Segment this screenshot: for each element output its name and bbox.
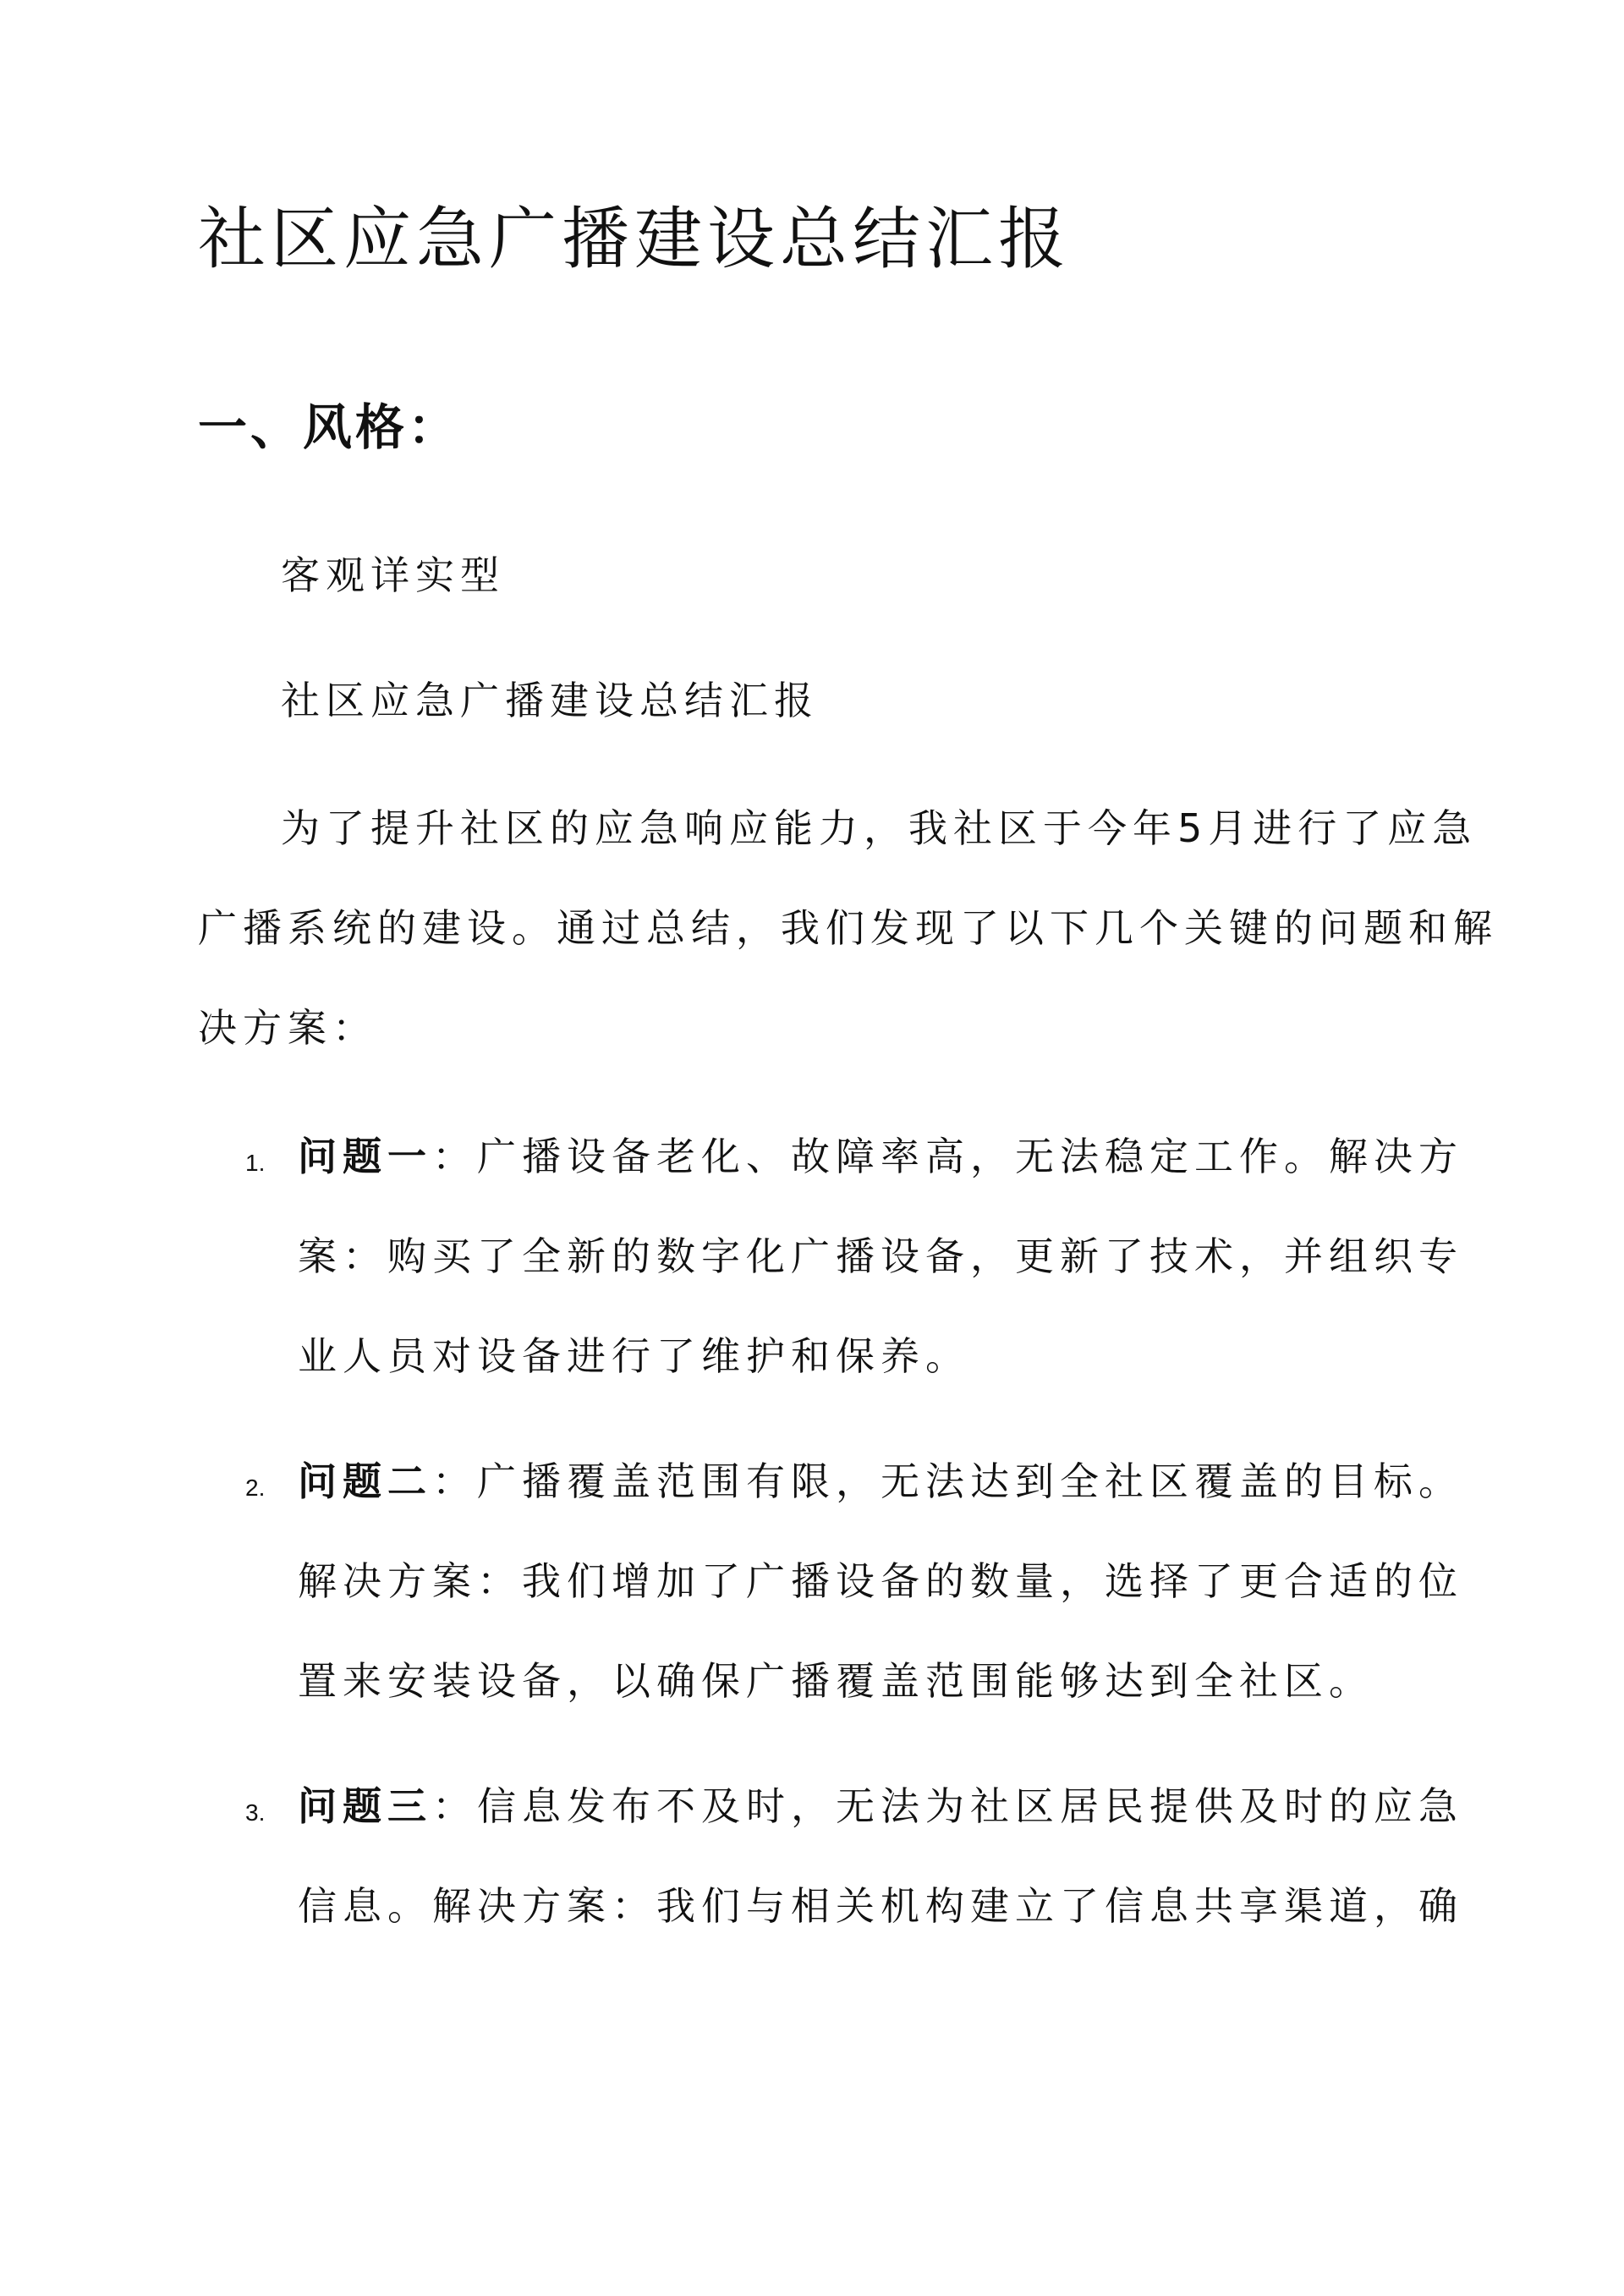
- intro-line-3: 决方案：: [198, 1005, 377, 1051]
- problem-3-line-1: [298, 1777, 1463, 1836]
- problem-3-line-2: 信息。解决方案：我们与相关机构建立了信息共享渠道，确: [298, 1883, 1463, 1929]
- problem-text: ：广播覆盖范围有限，无法达到全社区覆盖的目标。: [432, 1458, 1463, 1504]
- problem-2-line-1: [298, 1452, 1463, 1511]
- list-number: 3.: [245, 1799, 266, 1826]
- problem-label: 问题三: [298, 1783, 432, 1829]
- report-subtitle: 社区应急广播建设总结汇报: [281, 678, 819, 723]
- problem-1-line-1: [298, 1127, 1463, 1186]
- intro-line-2: 广播系统的建设。通过总结，我们发现了以下几个关键的问题和解: [198, 905, 1498, 951]
- problem-text: ：信息发布不及时，无法为社区居民提供及时的应急: [432, 1783, 1463, 1829]
- section-heading: 一、风格：: [198, 398, 461, 456]
- style-value: 客观详实型: [281, 552, 505, 598]
- problem-2-line-2: 解决方案：我们增加了广播设备的数量，选择了更合适的位: [298, 1558, 1463, 1604]
- intro-line-1: 为了提升社区的应急响应能力，我社区于今年5月进行了应急: [281, 805, 1478, 851]
- problem-1-line-2: 案：购买了全新的数字化广播设备，更新了技术，并组织专: [298, 1233, 1463, 1279]
- list-number: 2.: [245, 1475, 266, 1501]
- problem-text: ：广播设备老化、故障率高，无法稳定工作。解决方: [432, 1134, 1463, 1179]
- list-number: 1.: [245, 1150, 266, 1176]
- document-title: 社区应急广播建设总结汇报: [198, 200, 1071, 278]
- problem-label: 问题一: [298, 1134, 432, 1179]
- problem-2-line-3: 置来安装设备，以确保广播覆盖范围能够达到全社区。: [298, 1658, 1374, 1704]
- problem-1-line-3: 业人员对设备进行了维护和保养。: [298, 1333, 970, 1379]
- problem-label: 问题二: [298, 1458, 432, 1504]
